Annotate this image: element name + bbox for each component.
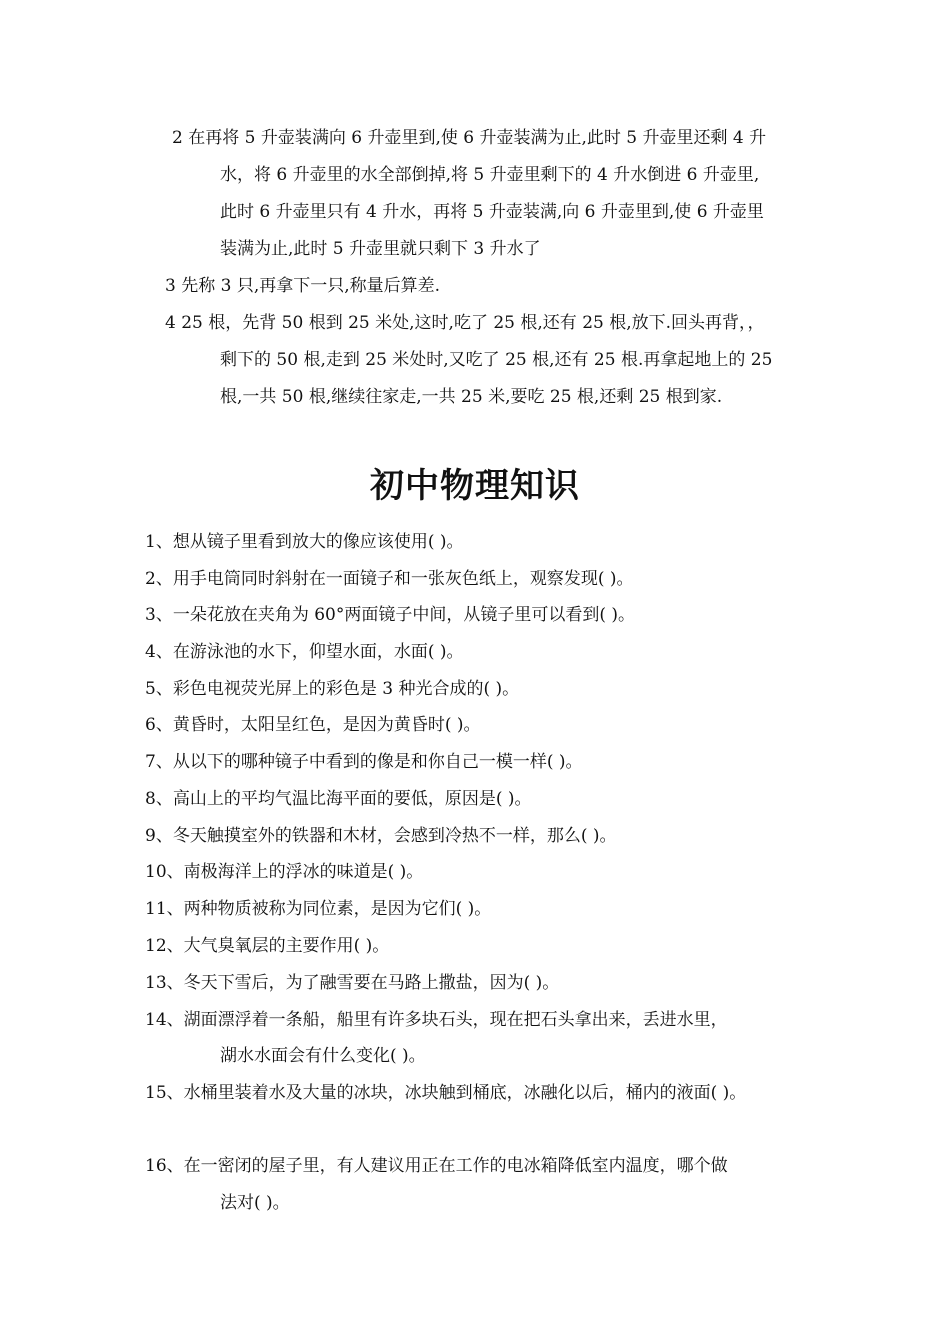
- answer-line: 4 25 根，先背 50 根到 25 米处,这时,吃了 25 根,还有 25 根,放下.回头再背，，: [165, 313, 765, 333]
- answer-line: 剩下的 50 根,走到 25 米处时,又吃了 25 根,还有 25 根.再拿起地上的 25: [220, 350, 773, 370]
- question-item: 1、想从镜子里看到放大的像应该使用( )。: [145, 532, 464, 552]
- section-title: 初中物理知识: [370, 466, 580, 506]
- question-item: 13、冬天下雪后，为了融雪要在马路上撒盐，因为( )。: [145, 973, 560, 993]
- question-item: 2、用手电筒同时斜射在一面镜子和一张灰色纸上，观察发现( )。: [145, 569, 634, 589]
- answer-line: 3 先称 3 只,再拿下一只,称量后算差.: [165, 276, 441, 296]
- answer-line: 装满为止,此时 5 升壶里就只剩下 3 升水了: [220, 239, 541, 259]
- question-item: 3、一朵花放在夹角为 60°两面镜子中间，从镜子里可以看到( )。: [145, 605, 636, 625]
- question-item: 5、彩色电视荧光屏上的彩色是 3 种光合成的( )。: [145, 679, 520, 699]
- answer-line: 此时 6 升壶里只有 4 升水，再将 5 升壶装满,向 6 升壶里到,使 6 升壶里: [220, 202, 764, 222]
- answer-line: 根,一共 50 根,继续往家走,一共 25 米,要吃 25 根,还剩 25 根到家.: [220, 387, 723, 407]
- question-item: 6、黄昏时，太阳呈红色，是因为黄昏时( )。: [145, 715, 481, 735]
- question-item: 12、大气臭氧层的主要作用( )。: [145, 936, 390, 956]
- question-item: 4、在游泳池的水下，仰望水面，水面( )。: [145, 642, 464, 662]
- question-item: 14、湖面漂浮着一条船，船里有许多块石头，现在把石头拿出来，丢进水里，: [145, 1010, 728, 1030]
- question-item: 11、两种物质被称为同位素，是因为它们( )。: [145, 899, 492, 919]
- question-item: 8、高山上的平均气温比海平面的要低，原因是( )。: [145, 789, 532, 809]
- answer-line: 水，将 6 升壶里的水全部倒掉,将 5 升壶里剩下的 4 升水倒进 6 升壶里,: [220, 165, 760, 185]
- answer-line: 2 在再将 5 升壶装满向 6 升壶里到,使 6 升壶装满为止,此时 5 升壶里还剩 4 升: [172, 128, 767, 148]
- question-item-continuation: 湖水水面会有什么变化( )。: [220, 1046, 426, 1066]
- question-item: 7、从以下的哪种镜子中看到的像是和你自己一模一样( )。: [145, 752, 583, 772]
- question-item: 9、冬天触摸室外的铁器和木材，会感到冷热不一样，那么( )。: [145, 826, 617, 846]
- question-item: 15、水桶里装着水及大量的冰块，冰块触到桶底，冰融化以后，桶内的液面( )。: [145, 1083, 747, 1103]
- question-item: 16、在一密闭的屋子里，有人建议用正在工作的电冰箱降低室内温度，哪个做: [145, 1156, 728, 1176]
- question-item: 10、南极海洋上的浮冰的味道是( )。: [145, 862, 424, 882]
- question-item-continuation: 法对( )。: [220, 1193, 290, 1213]
